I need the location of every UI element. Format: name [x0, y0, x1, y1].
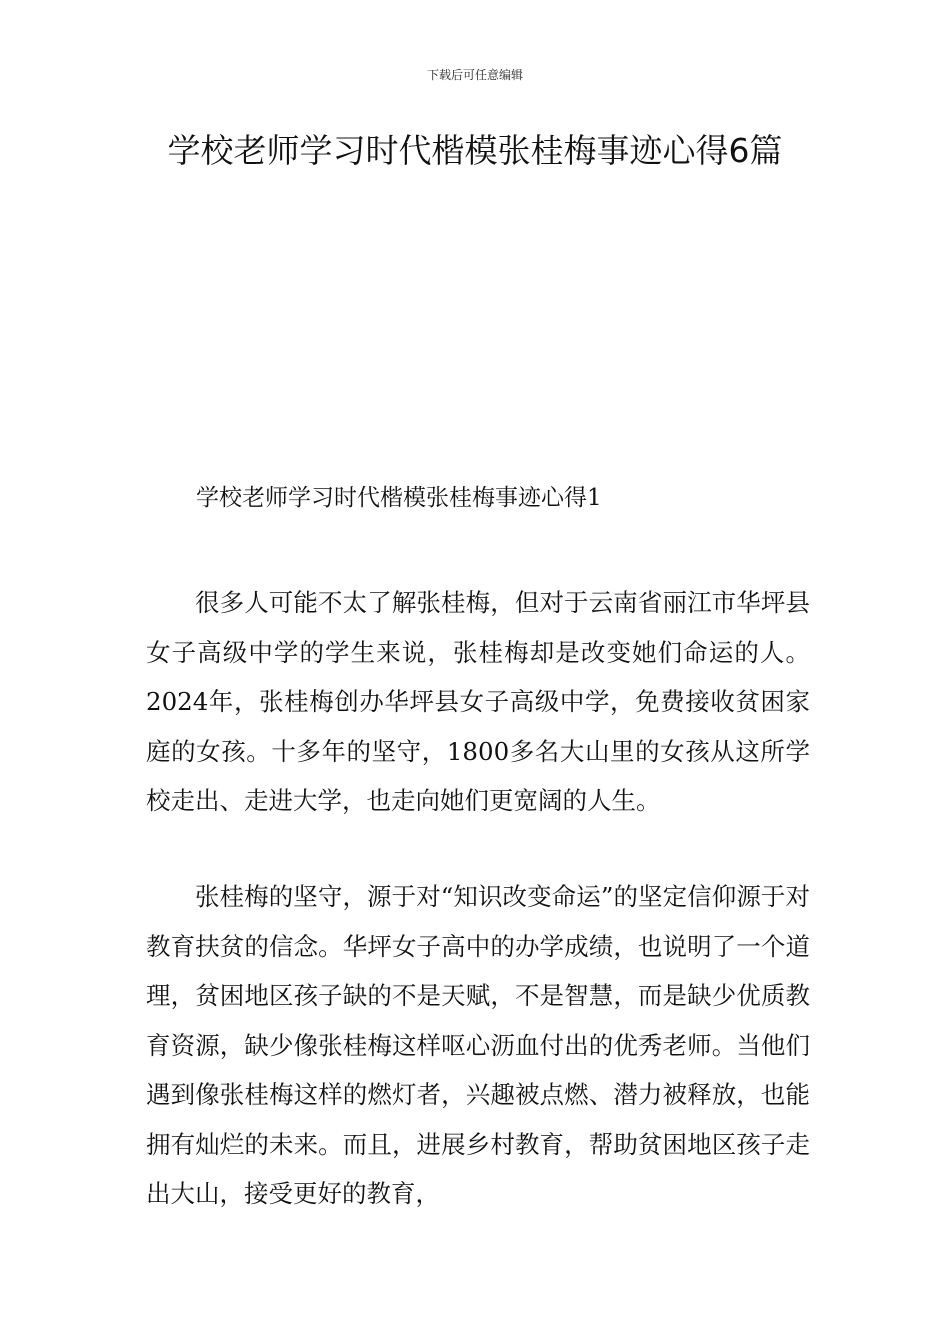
body-paragraph: 很多人可能不太了解张桂梅，但对于云南省丽江市华坪县女子高级中学的学生来说，张桂梅却是改变她们命运的人。2024年，张桂梅创办华坪县女子高级中学，免费接收贫困家庭的女孩。十多年的坚守，1800多名大山里的女孩从这所学校走出、走进大学，也走向她们更宽阔的人生。	[146, 588, 810, 815]
document-title: 学校老师学习时代楷模张桂梅事迹心得6篇	[167, 131, 783, 170]
section-heading: 学校老师学习时代楷模张桂梅事迹心得1	[196, 485, 602, 511]
body-paragraph: 张桂梅的坚守，源于对“知识改变命运”的坚定信仰源于对教育扶贫的信念。华坪女子高中的办学成绩，也说明了一个道理，贫困地区孩子缺的不是天赋，不是智慧，而是缺少优质教育资源，缺少像张桂梅这样呕心沥血付出的优秀老师。当他们遇到像张桂梅这样的燃灯者，兴趣被点燃、潜力被释放，也能拥有灿烂的未来。而且，进展乡村教育，帮助贫困地区孩子走出大山，接受更好的教育，	[146, 882, 810, 1208]
header-note: 下载后可任意编辑	[426, 68, 523, 82]
